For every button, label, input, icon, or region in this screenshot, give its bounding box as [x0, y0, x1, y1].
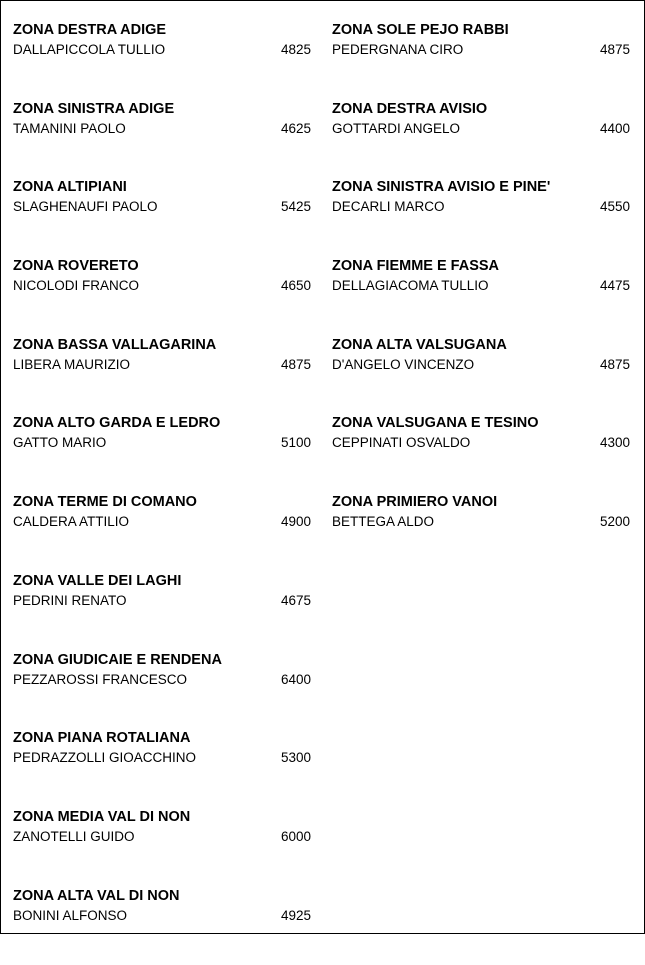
- entry-value: 4475: [599, 278, 630, 294]
- entry-value: 4925: [280, 907, 311, 923]
- zone-title: ZONA PRIMIERO VANOI: [332, 494, 498, 511]
- person-name: CALDERA ATTILIO: [13, 514, 130, 530]
- zone-title: ZONA ALTIPIANI: [13, 179, 127, 196]
- entry-value: 4825: [280, 42, 311, 57]
- zone-title: ZONA SINISTRA ADIGE: [13, 100, 175, 117]
- entry-value: 4875: [599, 42, 630, 57]
- person-name: ZANOTELLI GUIDO: [13, 828, 135, 844]
- zone-title: ZONA MEDIA VAL DI NON: [13, 808, 191, 825]
- zone-entry: [13, 21, 311, 100]
- zone-title: ZONA BASSA VALLAGARINA: [13, 336, 217, 353]
- entry-value: 4650: [280, 278, 311, 294]
- zone-entry: [13, 178, 311, 257]
- zone-entry: [332, 257, 630, 336]
- zone-title: ZONA DESTRA ADIGE: [13, 22, 167, 38]
- zone-entry: [13, 493, 311, 572]
- person-name: DECARLI MARCO: [332, 199, 445, 215]
- person-name: CEPPINATI OSVALDO: [332, 435, 471, 451]
- zone-entry: [332, 100, 630, 179]
- person-name: DALLAPICCOLA TULLIO: [13, 42, 166, 57]
- zone-entry: [13, 729, 311, 808]
- person-name: PEZZAROSSI FRANCESCO: [13, 671, 188, 687]
- person-name: DELLAGIACOMA TULLIO: [332, 278, 489, 294]
- zone-title: ZONA PIANA ROTALIANA: [13, 730, 191, 747]
- zone-entry: [13, 100, 311, 179]
- entry-value: 5200: [599, 514, 630, 530]
- entry-value: 4875: [599, 356, 630, 372]
- zone-entry: [332, 414, 630, 493]
- person-name: D'ANGELO VINCENZO: [332, 356, 475, 372]
- zone-entry: [13, 887, 311, 965]
- zone-entry: [13, 808, 311, 887]
- zone-title: ZONA FIEMME E FASSA: [332, 258, 500, 275]
- zone-title: ZONA ALTA VALSUGANA: [332, 336, 507, 353]
- entry-value: 6400: [280, 671, 311, 687]
- person-name: GOTTARDI ANGELO: [332, 120, 461, 136]
- zone-title: ZONA SINISTRA AVISIO E PINE': [332, 179, 551, 196]
- person-name: PEDRINI RENATO: [13, 592, 127, 608]
- zone-title: ZONA GIUDICAIE E RENDENA: [13, 651, 222, 668]
- entry-value: 4625: [280, 120, 311, 136]
- person-name: GATTO MARIO: [13, 435, 107, 451]
- entry-value: 4875: [280, 356, 311, 372]
- zone-entry: [13, 651, 311, 730]
- zone-entry: [332, 21, 630, 100]
- zone-entry: [332, 178, 630, 257]
- entry-value: 5300: [280, 750, 311, 766]
- person-name: TAMANINI PAOLO: [13, 120, 126, 136]
- right-column: [332, 21, 630, 572]
- person-name: PEDRAZZOLLI GIOACCHINO: [13, 750, 197, 766]
- zone-title: ZONA TERME DI COMANO: [13, 494, 197, 511]
- person-name: SLAGHENAUFI PAOLO: [13, 199, 158, 215]
- left-column: [13, 21, 311, 965]
- entry-value: 4900: [280, 514, 311, 530]
- zone-entry: [332, 493, 630, 572]
- entry-value: 4400: [599, 120, 630, 136]
- zone-title: ZONA DESTRA AVISIO: [332, 100, 488, 117]
- person-name: BONINI ALFONSO: [13, 907, 128, 923]
- entry-value: 4300: [599, 435, 630, 451]
- entry-value: 4675: [280, 592, 311, 608]
- person-name: NICOLODI FRANCO: [13, 278, 140, 294]
- entry-value: 4550: [599, 199, 630, 215]
- person-name: PEDERGNANA CIRO: [332, 42, 464, 57]
- person-name: LIBERA MAURIZIO: [13, 356, 131, 372]
- entry-value: 5100: [280, 435, 311, 451]
- entry-value: 5425: [280, 199, 311, 215]
- zone-entry: [13, 572, 311, 651]
- person-name: BETTEGA ALDO: [332, 514, 435, 530]
- zone-title: ZONA VALLE DEI LAGHI: [13, 572, 182, 589]
- zone-title: ZONA ALTO GARDA E LEDRO: [13, 415, 221, 432]
- zone-entry: [13, 336, 311, 415]
- zone-entry: [13, 257, 311, 336]
- zone-title: ZONA ALTA VAL DI NON: [13, 887, 180, 904]
- zone-title: ZONA ROVERETO: [13, 258, 139, 275]
- entry-value: 6000: [280, 828, 311, 844]
- zone-title: ZONA VALSUGANA E TESINO: [332, 415, 539, 432]
- zone-entry: [332, 336, 630, 415]
- zone-title: ZONA SOLE PEJO RABBI: [332, 22, 509, 38]
- zone-entry: [13, 414, 311, 493]
